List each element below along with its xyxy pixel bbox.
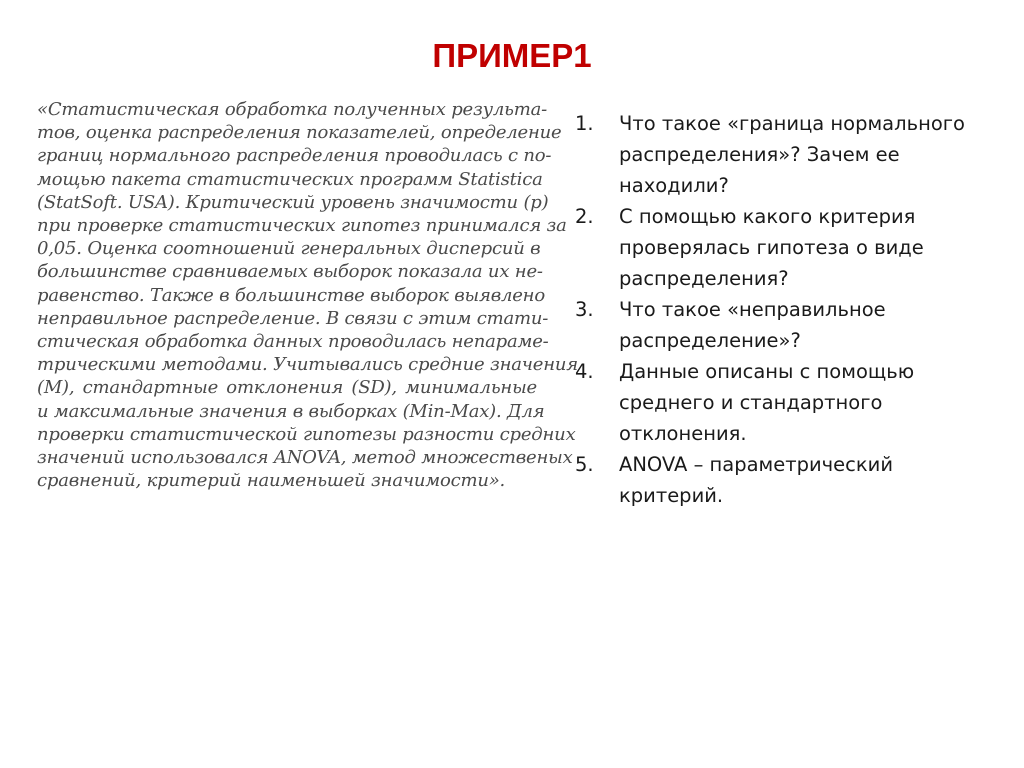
question-text: Данные описаны с помощью среднего и стандартного отклонения.: [619, 360, 915, 445]
quote-line: мощью пакета статистических программ Statistica: [37, 168, 543, 190]
quote-line: трическими методами. Учитывались средние значения: [37, 354, 578, 376]
quote-line: равенство. Также в большинстве выборок выявлено: [37, 284, 545, 306]
quote-line: проверки статистической гипотезы разности средних: [37, 423, 576, 445]
quote-line: значений использовался ANOVA, метод множественых: [37, 447, 573, 469]
question-number: 1.: [575, 112, 594, 135]
quote-line: границ нормального распределения проводилась с по-: [37, 145, 552, 167]
question-item: [575, 294, 975, 356]
question-number: 5.: [575, 453, 594, 476]
quote-line: большинстве сравниваемых выборок показала их не-: [37, 261, 543, 283]
question-text: Что такое «граница нормального распределения»? Зачем ее находили?: [619, 112, 965, 197]
quote-line: сравнений, критерий наименьшей значимости».: [37, 470, 506, 492]
question-text: Что такое «неправильное распределение»?: [619, 298, 886, 352]
question-number: 3.: [575, 298, 594, 321]
question-number: 4.: [575, 360, 594, 383]
question-item: [575, 201, 975, 294]
question-item: [575, 449, 975, 511]
quote-line: 0,05. Оценка соотношений генеральных дисперсий в: [37, 238, 541, 260]
quote-line: неправильное распределение. В связи с этим стати-: [37, 307, 549, 329]
question-item: [575, 356, 975, 449]
quote-line: тов, оценка распределения показателей, определение: [37, 122, 562, 144]
quote-line: «Статистическая обработка полученных результа-: [37, 99, 548, 120]
quote-line: (StatSoft. USA). Критический уровень значимости (p): [37, 191, 549, 213]
question-text: ANOVA – параметрический критерий.: [619, 453, 894, 507]
quote-text-image: [37, 98, 578, 500]
quote-line: и максимальные значения в выборках (Min-Max). Для: [37, 400, 545, 422]
question-text: С помощью какого критерия проверялась гипотеза о виде распределения?: [619, 205, 924, 290]
quote-line: (M), стандартные отклонения (SD), минимальные: [37, 377, 537, 399]
question-number: 2.: [575, 205, 594, 228]
quote-line: стическая обработка данных проводилась непараме-: [37, 331, 549, 353]
quote-line: при проверке статистических гипотез принимался за: [37, 215, 567, 237]
questions-list: [575, 108, 975, 511]
slide-title: ПРИМЕР1: [432, 37, 592, 74]
question-item: [575, 108, 975, 201]
